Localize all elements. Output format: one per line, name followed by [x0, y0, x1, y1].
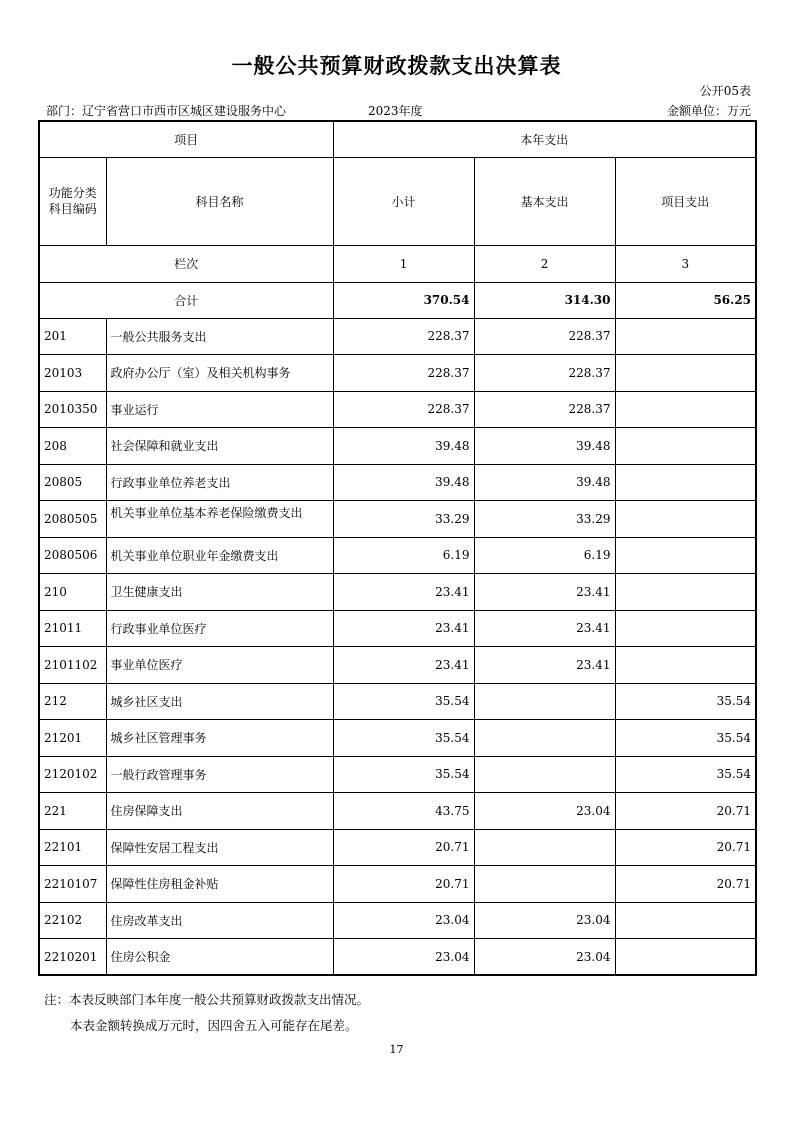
- row-name: 保障性住房租金补贴: [106, 866, 333, 903]
- row-project: [615, 428, 756, 465]
- total-row: [39, 282, 756, 318]
- row-name: 事业单位医疗: [106, 647, 333, 684]
- row-project: [615, 537, 756, 574]
- row-code: 2210107: [39, 866, 106, 903]
- row-project: 35.54: [615, 720, 756, 757]
- row-code: 20805: [39, 464, 106, 501]
- row-name: 政府办公厅（室）及相关机构事务: [106, 355, 333, 392]
- row-basic: [474, 683, 615, 720]
- row-subtotal: 23.41: [333, 574, 474, 611]
- row-subtotal: 23.41: [333, 647, 474, 684]
- row-subtotal: 23.04: [333, 902, 474, 939]
- column-number-3: 3: [615, 245, 756, 282]
- row-name: 一般行政管理事务: [106, 756, 333, 793]
- row-project: 20.71: [615, 793, 756, 830]
- header-name: 科目名称: [106, 157, 333, 245]
- row-subtotal: 20.71: [333, 866, 474, 903]
- row-subtotal: 35.54: [333, 683, 474, 720]
- row-project: [615, 574, 756, 611]
- row-code: 208: [39, 428, 106, 465]
- page-title: 一般公共预算财政拨款支出决算表: [231, 54, 562, 78]
- row-subtotal: 35.54: [333, 720, 474, 757]
- note-2: 本表金额转换成万元时，因四舍五入可能存在尾差。: [70, 1018, 358, 1033]
- row-subtotal: 228.37: [333, 391, 474, 428]
- row-code: 2080505: [39, 501, 106, 538]
- row-project: [615, 501, 756, 538]
- table-row: [39, 939, 756, 976]
- column-number-label: 栏次: [39, 245, 333, 282]
- row-project: [615, 610, 756, 647]
- column-number-2: 2: [474, 245, 615, 282]
- row-code: 212: [39, 683, 106, 720]
- total-basic: 314.30: [474, 282, 615, 318]
- table-row: [39, 720, 756, 757]
- row-subtotal: 23.41: [333, 610, 474, 647]
- row-basic: 23.41: [474, 574, 615, 611]
- table-row: [39, 793, 756, 830]
- row-name: 住房改革支出: [106, 902, 333, 939]
- department-label: 部门：辽宁省营口市西市区城区建设服务中心: [46, 104, 287, 118]
- table-row: [39, 756, 756, 793]
- row-basic: 23.41: [474, 610, 615, 647]
- note-1: 注：本表反映部门本年度一般公共预算财政拨款支出情况。: [44, 992, 370, 1007]
- row-project: 35.54: [615, 756, 756, 793]
- row-name-text: 机关事业单位基本养老保险缴费支出: [110, 505, 303, 520]
- row-code: 20103: [39, 355, 106, 392]
- row-name: 一般公共服务支出: [106, 318, 333, 355]
- row-project: [615, 902, 756, 939]
- form-number: 公开05表: [699, 84, 751, 98]
- row-project: [615, 464, 756, 501]
- table-row: [39, 902, 756, 939]
- table-row: [39, 829, 756, 866]
- table-row: [39, 866, 756, 903]
- table-row: [39, 537, 756, 574]
- table-row: [39, 501, 756, 538]
- row-basic: 6.19: [474, 537, 615, 574]
- row-project: [615, 647, 756, 684]
- row-project: [615, 318, 756, 355]
- row-subtotal: 228.37: [333, 318, 474, 355]
- row-basic: 23.04: [474, 793, 615, 830]
- header-project: 项目: [39, 121, 333, 157]
- row-name: 事业运行: [106, 391, 333, 428]
- row-basic: 23.41: [474, 647, 615, 684]
- expenditure-table: [38, 120, 757, 976]
- notes: [44, 987, 369, 1039]
- fiscal-year-label: 2023年度: [368, 104, 423, 118]
- row-basic: 39.48: [474, 464, 615, 501]
- row-basic: 39.48: [474, 428, 615, 465]
- row-subtotal: 39.48: [333, 464, 474, 501]
- row-name: 城乡社区支出: [106, 683, 333, 720]
- row-basic: [474, 866, 615, 903]
- table-row: [39, 574, 756, 611]
- table-row: [39, 318, 756, 355]
- header-row-1: [39, 121, 756, 157]
- total-subtotal: 370.54: [333, 282, 474, 318]
- row-basic: 228.37: [474, 391, 615, 428]
- row-name: 卫生健康支出: [106, 574, 333, 611]
- row-subtotal: 228.37: [333, 355, 474, 392]
- header-basic: 基本支出: [474, 157, 615, 245]
- row-basic: 228.37: [474, 318, 615, 355]
- row-project: [615, 391, 756, 428]
- row-name: 保障性安居工程支出: [106, 829, 333, 866]
- header-subtotal: 小计: [333, 157, 474, 245]
- row-code: 22102: [39, 902, 106, 939]
- row-basic: 23.04: [474, 939, 615, 976]
- total-project: 56.25: [615, 282, 756, 318]
- row-subtotal: 23.04: [333, 939, 474, 976]
- row-name: 社会保障和就业支出: [106, 428, 333, 465]
- amount-unit-label: 金额单位：万元: [666, 104, 751, 118]
- column-number-1: 1: [333, 245, 474, 282]
- row-basic: 23.04: [474, 902, 615, 939]
- row-project: [615, 355, 756, 392]
- row-code: 221: [39, 793, 106, 830]
- row-basic: [474, 829, 615, 866]
- row-name: 机关事业单位职业年金缴费支出: [106, 537, 333, 574]
- header-code: 功能分类科目编码: [39, 157, 106, 245]
- header-projects: 项目支出: [615, 157, 756, 245]
- row-name: 住房公积金: [106, 939, 333, 976]
- row-code: 201: [39, 318, 106, 355]
- row-name: 行政事业单位医疗: [106, 610, 333, 647]
- table-row: [39, 610, 756, 647]
- row-code: 2080506: [39, 537, 106, 574]
- header-row-2: [39, 157, 756, 245]
- row-basic: [474, 720, 615, 757]
- row-name: [106, 501, 333, 538]
- row-subtotal: 35.54: [333, 756, 474, 793]
- row-code: 2010350: [39, 391, 106, 428]
- row-project: 20.71: [615, 829, 756, 866]
- table-row: [39, 355, 756, 392]
- row-code: 2210201: [39, 939, 106, 976]
- table-row: [39, 683, 756, 720]
- row-project: 35.54: [615, 683, 756, 720]
- table-row: [39, 428, 756, 465]
- column-number-row: [39, 245, 756, 282]
- row-basic: 228.37: [474, 355, 615, 392]
- row-code: 21201: [39, 720, 106, 757]
- row-code: 22101: [39, 829, 106, 866]
- row-project: [615, 939, 756, 976]
- row-subtotal: 20.71: [333, 829, 474, 866]
- table-row: [39, 464, 756, 501]
- row-subtotal: 6.19: [333, 537, 474, 574]
- row-name: 住房保障支出: [106, 793, 333, 830]
- row-code: 2101102: [39, 647, 106, 684]
- row-name: 城乡社区管理事务: [106, 720, 333, 757]
- total-label: 合计: [39, 282, 333, 318]
- row-code: 210: [39, 574, 106, 611]
- row-project: 20.71: [615, 866, 756, 903]
- row-subtotal: 43.75: [333, 793, 474, 830]
- row-name: 行政事业单位养老支出: [106, 464, 333, 501]
- header-current-year: 本年支出: [333, 121, 756, 157]
- table-row: [39, 391, 756, 428]
- row-basic: [474, 756, 615, 793]
- row-basic: 33.29: [474, 501, 615, 538]
- row-subtotal: 39.48: [333, 428, 474, 465]
- row-code: 21011: [39, 610, 106, 647]
- page-number: 17: [389, 1043, 404, 1056]
- row-code: 2120102: [39, 756, 106, 793]
- table-row: [39, 647, 756, 684]
- row-subtotal: 33.29: [333, 501, 474, 538]
